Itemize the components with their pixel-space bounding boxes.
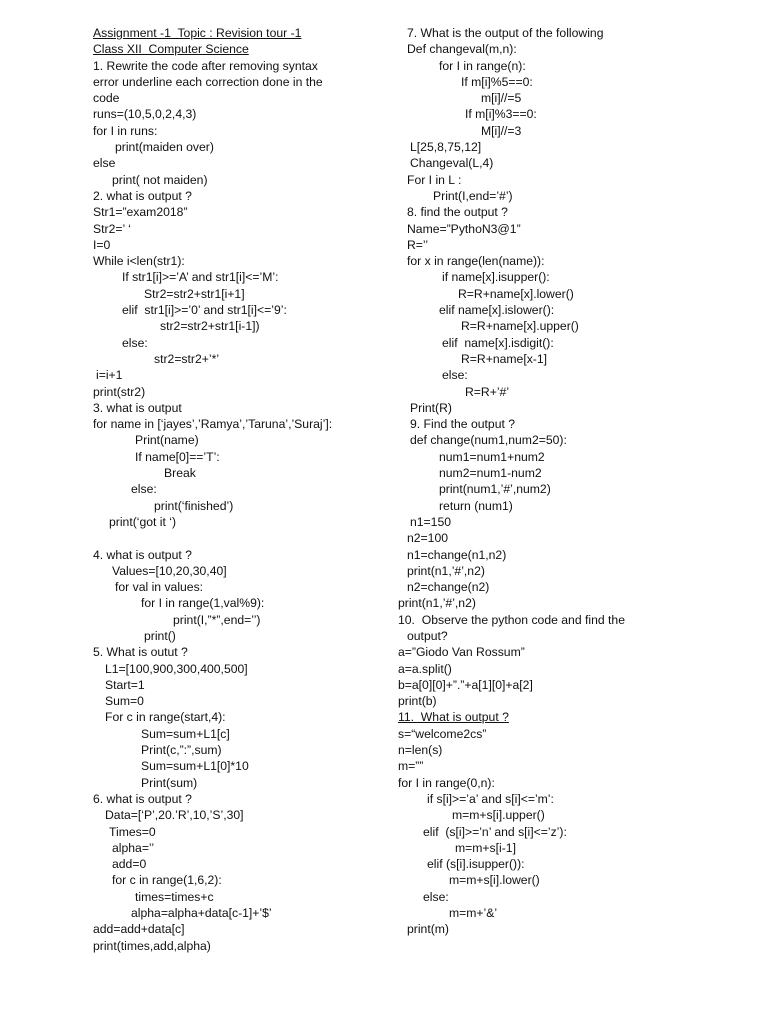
right-column-line: R=R+name[x].lower() — [458, 286, 574, 301]
left-column-line: print(‘got it ‘) — [109, 514, 177, 529]
right-column-line: m=m+’&’ — [449, 906, 498, 921]
right-column-line: elif (s[i]>=’n’ and s[i]<=’z’): — [423, 824, 567, 839]
left-column-line: for c in range(1,6,2): — [112, 873, 222, 888]
left-column-line: Values=[10,20,30,40] — [112, 563, 227, 578]
right-column-line: If m[i]%5==0: — [461, 74, 533, 89]
left-column-line: for name in [‘jayes’,’Ramya’,’Taruna’,’Suraj’]: — [93, 417, 333, 432]
left-column-line: else — [93, 156, 116, 171]
right-column-line: M[i]//=3 — [481, 123, 522, 138]
right-column-line: for I in range(0,n): — [398, 775, 495, 790]
right-column-line: print(n1,’#’,n2) — [398, 596, 476, 611]
right-column-line: 10. Observe the python code and find the — [398, 612, 625, 627]
left-column-line: Str1=”exam2018” — [93, 205, 188, 220]
right-column-line: Print(R) — [410, 400, 452, 415]
left-column-line: I=0 — [93, 237, 111, 252]
left-column-line: Data=[‘P’,20.’R’,10,’S’,30] — [105, 808, 244, 823]
right-column-line: num2=num1-num2 — [439, 466, 542, 481]
right-column-line: m[i]//=5 — [481, 91, 522, 106]
left-column-line: If name[0]==’T’: — [135, 449, 220, 464]
left-column-line: 3. what is output — [93, 400, 182, 415]
left-column-line: Print(c,”:”,sum) — [141, 743, 222, 758]
left-column-line: Str2=str2+str1[i+1] — [144, 286, 245, 301]
right-column-line: 7. What is the output of the following — [407, 26, 604, 40]
left-column-line: 5. What is outut ? — [93, 645, 188, 660]
left-column-line: 1. Rewrite the code after removing syntax — [93, 58, 318, 73]
right-column-line: a=”Giodo Van Rossum” — [398, 645, 525, 660]
left-column-line: Break — [164, 466, 196, 481]
right-column-line: print(num1,’#’,num2) — [439, 482, 551, 497]
right-column-line: 11. What is output ? — [398, 710, 509, 725]
right-column-line: for I in range(n): — [439, 58, 526, 73]
left-column-line: print(times,add,alpha) — [93, 938, 211, 953]
left-column-line: 4. what is output ? — [93, 547, 192, 562]
left-column-line: Assignment -1 Topic : Revision tour -1 — [93, 26, 302, 40]
left-column-line: print(I,”*”,end=’’) — [173, 612, 261, 627]
left-column-line: str2=str2+str1[i-1]) — [160, 319, 260, 334]
left-column-line: else: — [131, 482, 157, 497]
right-column-line: R=R+name[x-1] — [461, 351, 548, 366]
right-column-line: s=“welcome2cs” — [398, 726, 487, 741]
right-column-line: elif (s[i].isupper()): — [427, 857, 525, 872]
right-column-line: n1=change(n1,n2) — [407, 547, 507, 562]
right-column-line: n=len(s) — [398, 743, 443, 758]
left-column-line: Str2=’ ‘ — [93, 221, 131, 236]
right-column-line: R=R+name[x].upper() — [461, 319, 579, 334]
right-column-line: n1=150 — [410, 514, 452, 529]
left-column-line: error underline each correction done in the — [93, 74, 323, 89]
left-column-line: print() — [144, 628, 176, 643]
right-column-line: print(n1,’#’,n2) — [407, 563, 485, 578]
left-column-line: for I in range(1,val%9): — [141, 596, 265, 611]
left-column-line: Times=0 — [109, 824, 156, 839]
left-column-line: alpha=alpha+data[c-1]+’$’ — [131, 906, 272, 921]
left-column-line: i=i+1 — [96, 368, 123, 383]
right-column-line: m=m+s[i].upper() — [452, 808, 545, 823]
left-column-line: Sum=sum+L1[0]*10 — [141, 759, 249, 774]
left-column-line: While i<len(str1): — [93, 254, 185, 269]
right-column-line: if name[x].isupper(): — [442, 270, 550, 285]
left-column-line: Class XII Computer Science — [93, 42, 249, 57]
right-column-line: a=a.split() — [398, 661, 452, 676]
right-column-line: R=’’ — [407, 237, 429, 252]
right-column-line: else: — [442, 368, 468, 383]
right-column-line: elif name[x].islower(): — [439, 303, 555, 318]
right-column-line: L[25,8,75,12] — [410, 140, 482, 155]
right-column-line: n2=100 — [407, 531, 449, 546]
left-column-line: 6. what is output ? — [93, 791, 192, 806]
right-column-line: m=m+s[i-1] — [455, 840, 516, 855]
right-column-line: 9. Find the output ? — [410, 417, 516, 432]
left-column-line: for I in runs: — [93, 123, 158, 138]
right-column-line: Print(I,end=’#’) — [433, 188, 513, 203]
right-column-line: Changeval(L,4) — [410, 156, 494, 171]
left-column-line: alpha=’’ — [112, 840, 155, 855]
left-column-line: runs=(10,5,0,2,4,3) — [93, 107, 197, 122]
left-column-line — [93, 530, 383, 546]
left-column-line: Sum=0 — [105, 694, 144, 709]
left-column-line: add=0 — [112, 857, 147, 872]
left-column-line: print(str2) — [93, 384, 146, 399]
right-column-line: elif name[x].isdigit(): — [442, 335, 554, 350]
left-column-line: Sum=sum+L1[c] — [141, 726, 230, 741]
right-column-line: 8. find the output ? — [407, 205, 508, 220]
left-column-line: str2=str2+’*’ — [154, 351, 220, 366]
left-column-line: else: — [122, 335, 148, 350]
right-column-line: return (num1) — [439, 498, 513, 513]
left-column-line: 2. what is output ? — [93, 188, 192, 203]
right-column-line: else: — [423, 889, 449, 904]
right-column-line: if s[i]>=’a’ and s[i]<=’m’: — [427, 791, 554, 806]
left-column-line: for val in values: — [115, 580, 204, 595]
left-column-line: If str1[i]>=’A’ and str1[i]<=’M’: — [122, 270, 279, 285]
left-column-line: Start=1 — [105, 677, 145, 692]
left-column-line: Print(name) — [135, 433, 199, 448]
left-column-line: print(‘finished’) — [154, 498, 234, 513]
right-column-line: output? — [407, 628, 448, 643]
left-column-line: print( not maiden) — [112, 172, 208, 187]
left-column-line: For c in range(start,4): — [105, 710, 226, 725]
left-column-line: times=times+c — [135, 889, 214, 904]
left-column — [93, 25, 383, 954]
right-column-line: for x in range(len(name)): — [407, 254, 545, 269]
right-column-line: b=a[0][0]+”.”+a[1][0]+a[2] — [398, 677, 533, 692]
right-column-line: Name=”PythoN3@1” — [407, 221, 521, 236]
left-column-line: L1=[100,900,300,400,500] — [105, 661, 248, 676]
right-column-line: m=m+s[i].lower() — [449, 873, 540, 888]
right-column-line: n2=change(n2) — [407, 580, 490, 595]
left-column-line: Print(sum) — [141, 775, 198, 790]
right-column-line: For I in L : — [407, 172, 462, 187]
right-column-line: R=R+’#’ — [465, 384, 510, 399]
left-column-line: print(maiden over) — [115, 140, 214, 155]
right-column-line: If m[i]%3==0: — [465, 107, 537, 122]
right-column-line: m=”” — [398, 759, 424, 774]
right-column-line: def change(num1,num2=50): — [410, 433, 567, 448]
left-column-line: add=add+data[c] — [93, 922, 185, 937]
right-column-line: print(m) — [407, 922, 449, 937]
right-column-line: Def changeval(m,n): — [407, 42, 517, 57]
left-column-line: elif str1[i]>=’0’ and str1[i]<=’9’: — [122, 303, 287, 318]
left-column-line: code — [93, 91, 120, 106]
right-column-line: num1=num1+num2 — [439, 449, 545, 464]
right-column-line: print(b) — [398, 694, 437, 709]
right-column — [398, 25, 728, 938]
